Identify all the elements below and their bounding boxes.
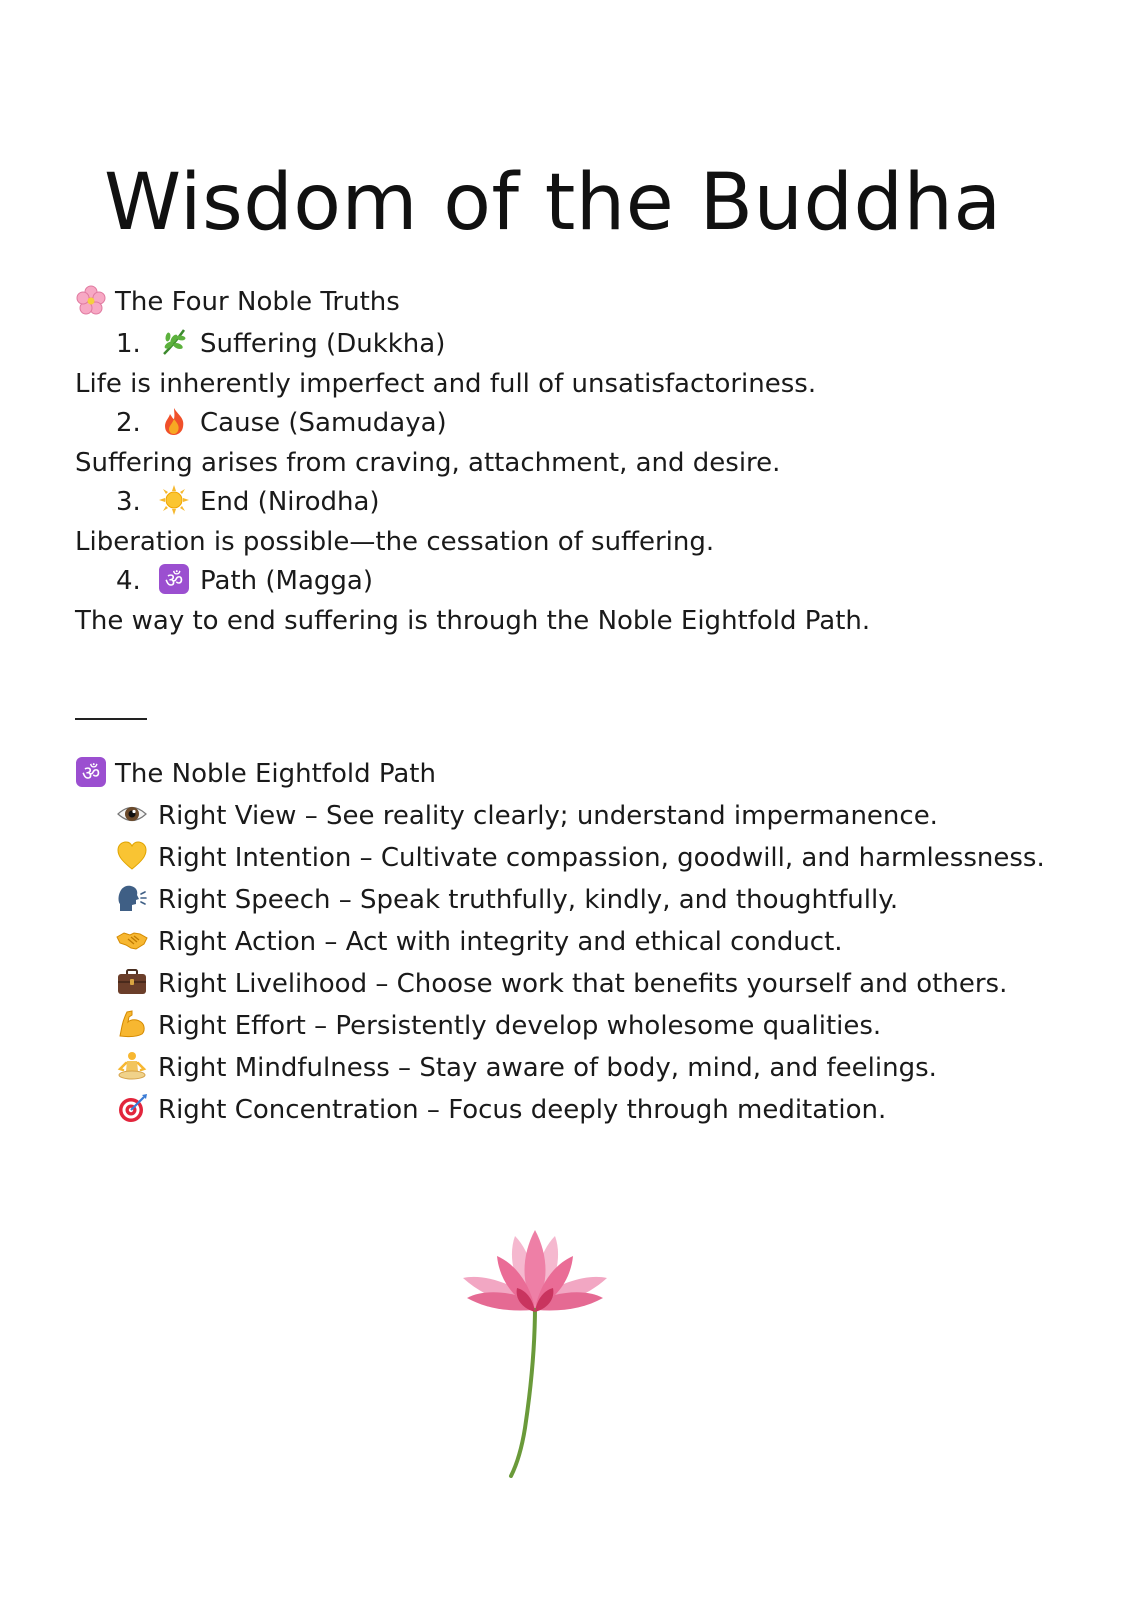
flexed-biceps-icon bbox=[116, 1008, 148, 1040]
truth-number: 3. bbox=[116, 487, 141, 517]
truth-item-1 bbox=[116, 326, 445, 362]
truth-item-2 bbox=[116, 405, 447, 441]
direct-hit-icon bbox=[116, 1092, 148, 1124]
svg-text:ॐ: ॐ bbox=[81, 761, 101, 785]
path-item-right-livelihood bbox=[116, 966, 1007, 1002]
path-heading bbox=[75, 756, 436, 792]
path-heading-label: The Noble Eightfold Path bbox=[115, 759, 436, 789]
lotus-flower-illustration bbox=[455, 1228, 615, 1478]
truths-heading bbox=[75, 284, 400, 320]
truth-description-3: Liberation is possible—the cessation of suffering. bbox=[75, 527, 715, 557]
truth-description-2: Suffering arises from craving, attachment, and desire. bbox=[75, 448, 781, 478]
truth-item-4 bbox=[116, 563, 373, 599]
truth-label: Suffering (Dukkha) bbox=[200, 329, 446, 359]
path-item-text: Right Concentration – Focus deeply through meditation. bbox=[158, 1095, 887, 1125]
truth-description-1: Life is inherently imperfect and full of unsatisfactoriness. bbox=[75, 369, 817, 399]
cherry-blossom-icon bbox=[75, 284, 107, 316]
speaking-head-icon bbox=[116, 882, 148, 914]
path-item-right-mindfulness bbox=[116, 1050, 937, 1086]
truth-label: End (Nirodha) bbox=[200, 487, 380, 517]
path-item-text: Right View – See reality clearly; understand impermanence. bbox=[158, 801, 938, 831]
truth-number: 4. bbox=[116, 566, 141, 596]
eye-icon bbox=[116, 798, 148, 830]
path-item-right-view bbox=[116, 798, 938, 834]
truth-number: 1. bbox=[116, 329, 141, 359]
truth-label: Path (Magga) bbox=[200, 566, 373, 596]
path-item-text: Right Action – Act with integrity and ethical conduct. bbox=[158, 927, 843, 957]
page-title: Wisdom of the Buddha bbox=[104, 158, 1002, 248]
truths-heading-label: The Four Noble Truths bbox=[115, 287, 400, 317]
truth-label: Cause (Samudaya) bbox=[200, 408, 447, 438]
yellow-heart-icon bbox=[116, 840, 148, 872]
path-item-right-action bbox=[116, 924, 843, 960]
path-item-text: Right Intention – Cultivate compassion, goodwill, and harmlessness. bbox=[158, 843, 1045, 873]
handshake-icon bbox=[116, 924, 148, 956]
truth-item-3 bbox=[116, 484, 380, 520]
section-divider bbox=[75, 718, 147, 720]
person-in-lotus-position-icon bbox=[116, 1050, 148, 1082]
briefcase-icon bbox=[116, 966, 148, 998]
om-icon bbox=[75, 756, 107, 788]
svg-text:ॐ: ॐ bbox=[164, 568, 184, 592]
truth-description-4: The way to end suffering is through the Noble Eightfold Path. bbox=[75, 606, 871, 636]
path-item-right-speech bbox=[116, 882, 898, 918]
path-item-text: Right Effort – Persistently develop wholesome qualities. bbox=[158, 1011, 882, 1041]
truth-number: 2. bbox=[116, 408, 141, 438]
om-icon bbox=[158, 563, 190, 595]
path-item-text: Right Mindfulness – Stay aware of body, mind, and feelings. bbox=[158, 1053, 937, 1083]
path-item-right-effort bbox=[116, 1008, 881, 1044]
path-item-text: Right Speech – Speak truthfully, kindly, and thoughtfully. bbox=[158, 885, 899, 915]
fire-icon bbox=[158, 405, 190, 437]
herb-icon bbox=[158, 326, 190, 358]
sun-icon bbox=[158, 484, 190, 516]
path-item-right-intention bbox=[116, 840, 1045, 876]
path-item-right-concentration bbox=[116, 1092, 886, 1128]
path-item-text: Right Livelihood – Choose work that benefits yourself and others. bbox=[158, 969, 1008, 999]
